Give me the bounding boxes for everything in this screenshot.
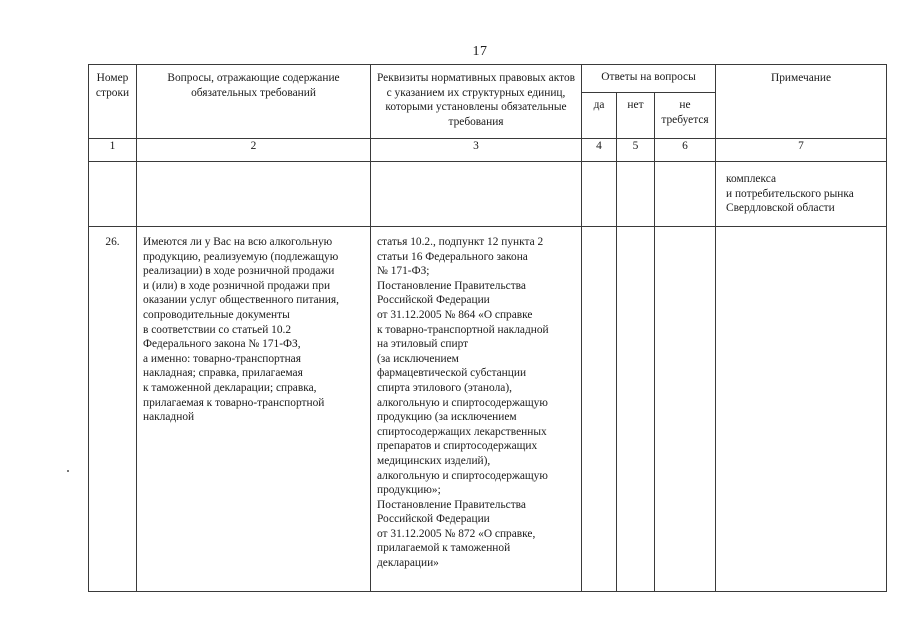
empty-cell xyxy=(617,162,655,227)
header-note: Примечание xyxy=(716,65,887,139)
question-text: Имеются ли у Вас на всю алкогольную продукцию, реализуемую (подлежащую реализации) в ходе розничной продажи и (или) в ходе розничной продажи при оказании услуг общественного питания, сопроводительные документы в соответствии со статьей 10.2 Федерального закона № 171-ФЗ, а именно: товарно-транспортная накладная; справка, прилагаемая к таможенной декларации; справка, прилагаемая к товарно-транспортной накладной xyxy=(137,227,371,592)
header-requisites: Реквизиты нормативных правовых актов с указанием их структурных единиц, которыми установлены обязательные требования xyxy=(371,65,582,139)
row-number: 26. xyxy=(89,227,137,592)
continuation-note: комплекса и потребительского рынка Свердловской области xyxy=(716,162,887,227)
column-number: 6 xyxy=(655,139,716,162)
empty-cell xyxy=(137,162,371,227)
column-number: 2 xyxy=(137,139,371,162)
column-number: 5 xyxy=(617,139,655,162)
answer-yes-cell[interactable] xyxy=(582,227,617,592)
column-number: 7 xyxy=(716,139,887,162)
empty-cell xyxy=(582,162,617,227)
empty-cell xyxy=(371,162,582,227)
requisites-text: статья 10.2., подпункт 12 пункта 2 статьи 16 Федерального закона № 171-ФЗ; Постановление Правительства Российской Федерации от 31.12.2005 № 864 «О справке к товарно-транспортной накладной на этиловый спирт (за исключением фармацевтической субстанции спирта этилового (этанола), алкогольную и спиртосодержащую продукцию (за исключением спиртосодержащих лекарственных препаратов и спиртосодержащих медицинских изделий), алкогольную и спиртосодержащую продукцию»; Постановление Правительства Российской Федерации от 31.12.2005 № 872 «О справке, прилагаемой к таможенной декларации» xyxy=(371,227,582,592)
header-row xyxy=(89,65,887,93)
answer-not-required-cell[interactable] xyxy=(655,227,716,592)
header-questions: Вопросы, отражающие содержание обязательных требований xyxy=(137,65,371,139)
column-number: 4 xyxy=(582,139,617,162)
continuation-row xyxy=(89,162,887,227)
scan-speck xyxy=(67,470,69,472)
header-answer-yes: да xyxy=(582,93,617,139)
answer-no-cell[interactable] xyxy=(617,227,655,592)
column-numbers-row xyxy=(89,139,887,162)
requirements-table xyxy=(88,64,887,592)
header-row-number: Номер строки xyxy=(89,65,137,139)
header-answer-not-required: не требуется xyxy=(655,93,716,139)
page-number: 17 xyxy=(472,44,488,59)
table-row xyxy=(89,227,887,592)
empty-cell xyxy=(89,162,137,227)
header-answers: Ответы на вопросы xyxy=(582,65,716,93)
column-number: 1 xyxy=(89,139,137,162)
empty-cell xyxy=(655,162,716,227)
note-cell[interactable] xyxy=(716,227,887,592)
header-answer-no: нет xyxy=(617,93,655,139)
column-number: 3 xyxy=(371,139,582,162)
